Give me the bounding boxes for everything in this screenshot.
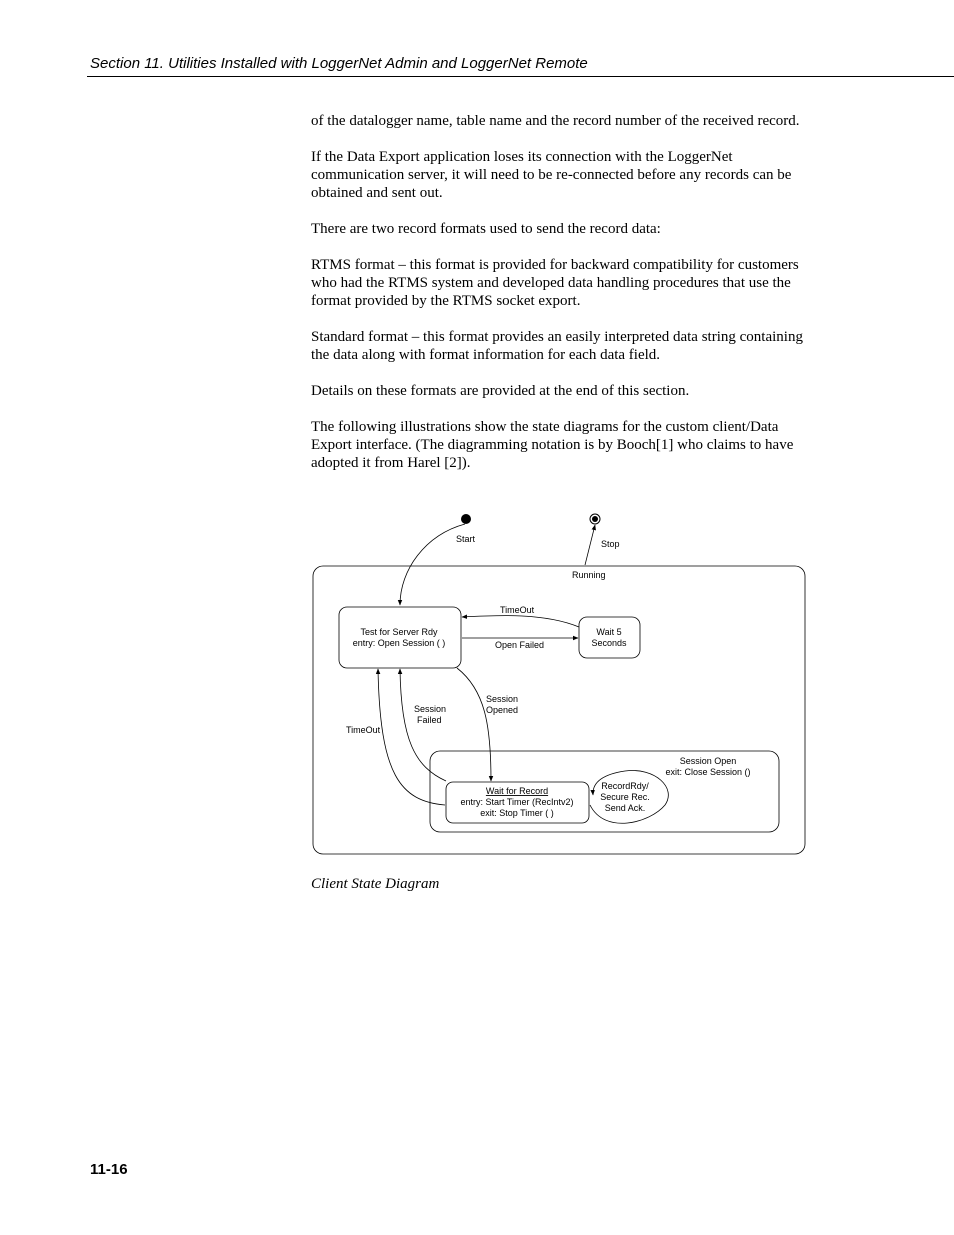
client-state-diagram [305, 505, 815, 865]
paragraph: The following illustrations show the state diagrams for the custom client/Data Export interface. (The diagramming notation is by Booch[1] who claims to have adopted it from Harel [2]). [311, 419, 794, 471]
record-rdy-line1: RecordRdy/ [601, 781, 649, 791]
wait5-line1: Wait 5 [596, 627, 622, 637]
session-failed-transition [400, 669, 446, 781]
wait-record-line2: entry: Start Timer (RecIntv2) [460, 797, 574, 807]
wait-record-line3: exit: Stop Timer ( ) [480, 808, 554, 818]
timeout-top-transition [462, 616, 579, 627]
start-label: Start [456, 534, 476, 544]
session-opened-transition [457, 668, 491, 781]
timeout-left-label: TimeOut [346, 725, 381, 735]
open-failed-label: Open Failed [495, 640, 545, 650]
record-rdy-line3: Send Ack. [604, 803, 646, 813]
session-opened-line1: Session [486, 694, 519, 704]
paragraph: Details on these formats are provided at the end of this section. [311, 383, 690, 399]
wait5-line2: Seconds [591, 638, 627, 648]
state-diagram-svg [305, 505, 815, 865]
stop-label: Stop [601, 539, 620, 549]
session-failed-line1: Session [414, 704, 447, 714]
test-server-line1: Test for Server Rdy [360, 627, 438, 637]
session-failed-line2: Failed [417, 715, 442, 725]
paragraph: of the datalogger name, table name and the record number of the received record. [311, 113, 800, 129]
paragraph: Standard format – this format provides an easily interpreted data string containing the data along with format information for each data field. [311, 329, 803, 363]
wait-record-line1: Wait for Record [485, 786, 549, 796]
start-state-dot [461, 514, 471, 524]
header-rule [87, 76, 954, 77]
timeout-left-transition [378, 669, 445, 805]
body-text [311, 112, 811, 490]
stop-state-icon [590, 514, 600, 524]
session-opened-line2: Opened [486, 705, 519, 715]
section-header: Section 11. Utilities Installed with LoggerNet Admin and LoggerNet Remote [90, 55, 588, 72]
paragraph: RTMS format – this format is provided for backward compatibility for customers who had the RTMS system and developed data handling procedures that use the format provided by the RTMS socket export. [311, 257, 799, 309]
stop-transition [585, 525, 595, 565]
figure-caption: Client State Diagram [311, 876, 440, 892]
page-number: 11-16 [90, 1161, 128, 1178]
running-label: Running [572, 570, 606, 580]
paragraph: There are two record formats used to send the record data: [311, 221, 661, 237]
paragraph: If the Data Export application loses its connection with the LoggerNet communication server, it will need to be re-connected before any records can be obtained and sent out. [311, 149, 792, 201]
test-server-line2: entry: Open Session ( ) [352, 638, 446, 648]
record-rdy-line2: Secure Rec. [600, 792, 650, 802]
timeout-top-label: TimeOut [500, 605, 535, 615]
running-state-box [313, 566, 805, 854]
session-open-line2: exit: Close Session () [665, 767, 751, 777]
session-open-line1: Session Open [679, 756, 737, 766]
